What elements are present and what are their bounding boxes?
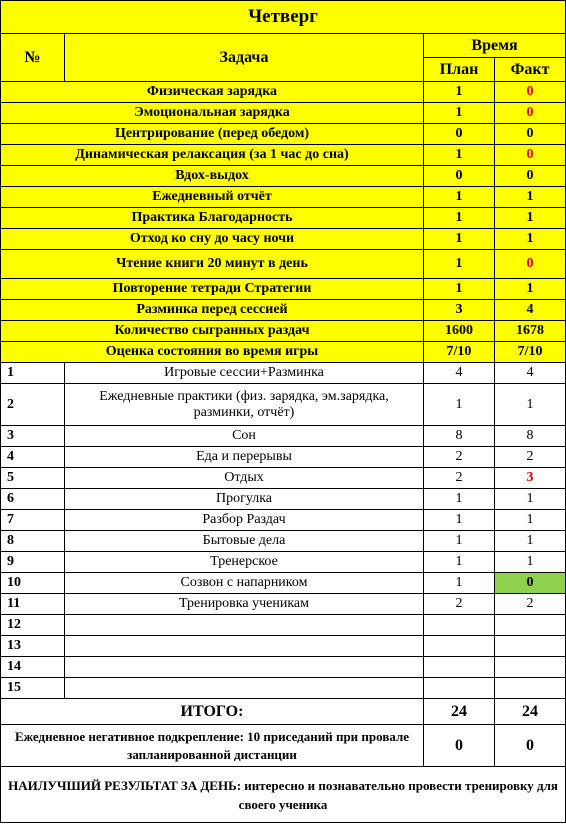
- time-row-number: 4: [1, 447, 65, 468]
- best-result-row: [1, 767, 566, 823]
- practice-row: [1, 187, 566, 208]
- practice-fact: 1: [495, 208, 566, 229]
- time-row-task: Игровые сессии+Разминка: [65, 363, 424, 384]
- time-row-plan: 2: [424, 468, 495, 489]
- practice-row: [1, 279, 566, 300]
- practice-plan: 3: [424, 300, 495, 321]
- time-row-task: Тренерское: [65, 552, 424, 573]
- practice-row: [1, 300, 566, 321]
- negative-plan: 0: [424, 725, 495, 767]
- practice-row: [1, 321, 566, 342]
- time-row: [1, 489, 566, 510]
- practice-task: Эмоциональная зарядка: [1, 103, 424, 124]
- time-row-plan: 1: [424, 531, 495, 552]
- time-row-task: Созвон с напарником: [65, 573, 424, 594]
- time-row-plan: [424, 657, 495, 678]
- practice-task: Физическая зарядка: [1, 82, 424, 103]
- time-row-plan: 1: [424, 510, 495, 531]
- time-row-task: Еда и перерывы: [65, 447, 424, 468]
- time-row-plan: [424, 636, 495, 657]
- header-fact: Факт: [495, 58, 566, 82]
- time-row-fact: [495, 615, 566, 636]
- practice-task: Отход ко сну до часу ночи: [1, 229, 424, 250]
- practice-fact: 1: [495, 229, 566, 250]
- time-row-fact: [495, 657, 566, 678]
- time-row-fact: 1: [495, 489, 566, 510]
- practice-fact: 0: [495, 250, 566, 279]
- practice-fact: 1: [495, 187, 566, 208]
- practice-fact: 0: [495, 124, 566, 145]
- practice-row: [1, 145, 566, 166]
- time-row-fact: 1: [495, 510, 566, 531]
- practice-task: Чтение книги 20 минут в день: [1, 250, 424, 279]
- time-row: [1, 531, 566, 552]
- time-row-number: 2: [1, 384, 65, 426]
- time-row-plan: 1: [424, 489, 495, 510]
- day-title: Четверг: [1, 1, 566, 34]
- time-row-task: Бытовые дела: [65, 531, 424, 552]
- time-row-plan: [424, 615, 495, 636]
- practice-plan: 1: [424, 82, 495, 103]
- practice-fact: 4: [495, 300, 566, 321]
- time-row: [1, 573, 566, 594]
- time-row-number: 6: [1, 489, 65, 510]
- time-row-number: 11: [1, 594, 65, 615]
- time-row-plan: 1: [424, 384, 495, 426]
- total-label: ИТОГО:: [1, 699, 424, 725]
- time-row-task: [65, 678, 424, 699]
- negative-label: Ежедневное негативное подкрепление: 10 приседаний при провале запланированной дистанции: [1, 725, 424, 767]
- practice-row: [1, 342, 566, 363]
- time-row-fact: 3: [495, 468, 566, 489]
- practice-plan: 1: [424, 208, 495, 229]
- time-row: [1, 615, 566, 636]
- time-row-number: 12: [1, 615, 65, 636]
- time-row-number: 13: [1, 636, 65, 657]
- practice-plan: 1600: [424, 321, 495, 342]
- practice-task: Центрирование (перед обедом): [1, 124, 424, 145]
- practice-plan: 1: [424, 145, 495, 166]
- time-row-fact: 2: [495, 594, 566, 615]
- practice-plan: 1: [424, 250, 495, 279]
- negative-fact: 0: [495, 725, 566, 767]
- time-row: [1, 384, 566, 426]
- best-result-cell: [1, 767, 566, 823]
- time-row: [1, 447, 566, 468]
- practice-fact: 0: [495, 103, 566, 124]
- total-fact: 24: [495, 699, 566, 725]
- practice-row: [1, 208, 566, 229]
- time-row: [1, 552, 566, 573]
- practice-task: Динамическая релаксация (за 1 час до сна): [1, 145, 424, 166]
- time-row-plan: 1: [424, 573, 495, 594]
- practice-row: [1, 124, 566, 145]
- practice-task: Разминка перед сессией: [1, 300, 424, 321]
- time-row: [1, 594, 566, 615]
- time-row-task: Отдых: [65, 468, 424, 489]
- total-plan: 24: [424, 699, 495, 725]
- time-row: [1, 468, 566, 489]
- header-time: Время: [424, 34, 566, 58]
- time-row-number: 10: [1, 573, 65, 594]
- time-row-fact: 8: [495, 426, 566, 447]
- time-row: [1, 678, 566, 699]
- practice-row: [1, 250, 566, 279]
- time-row-task: Прогулка: [65, 489, 424, 510]
- time-row-number: 14: [1, 657, 65, 678]
- time-row: [1, 363, 566, 384]
- practice-plan: 0: [424, 166, 495, 187]
- time-row-number: 15: [1, 678, 65, 699]
- time-row: [1, 510, 566, 531]
- time-row-task: Ежедневные практики (физ. зарядка, эм.зарядка, разминки, отчёт): [65, 384, 424, 426]
- practice-row: [1, 82, 566, 103]
- time-row-plan: 4: [424, 363, 495, 384]
- time-row-fact: 0: [495, 573, 566, 594]
- time-row-task: [65, 636, 424, 657]
- time-row-task: [65, 657, 424, 678]
- time-row-number: 8: [1, 531, 65, 552]
- practice-task: Повторение тетради Стратегии: [1, 279, 424, 300]
- practice-plan: 7/10: [424, 342, 495, 363]
- practice-task: Практика Благодарность: [1, 208, 424, 229]
- practice-fact: 0: [495, 145, 566, 166]
- practice-plan: 1: [424, 103, 495, 124]
- time-row-task: Разбор Раздач: [65, 510, 424, 531]
- practice-plan: 1: [424, 187, 495, 208]
- practice-plan: 1: [424, 229, 495, 250]
- practice-plan: 1: [424, 279, 495, 300]
- time-row-plan: [424, 678, 495, 699]
- time-row-number: 7: [1, 510, 65, 531]
- time-row-fact: 1: [495, 531, 566, 552]
- time-row-task: Тренировка ученикам: [65, 594, 424, 615]
- time-row-number: 5: [1, 468, 65, 489]
- practice-plan: 0: [424, 124, 495, 145]
- practice-fact: 1: [495, 279, 566, 300]
- practice-fact: 0: [495, 82, 566, 103]
- time-row-plan: 2: [424, 594, 495, 615]
- time-row-plan: 1: [424, 552, 495, 573]
- best-result-text: интересно и познавательно провести тренировку для своего ученика: [238, 777, 558, 812]
- time-row-plan: 8: [424, 426, 495, 447]
- time-row-fact: 2: [495, 447, 566, 468]
- time-row-plan: 2: [424, 447, 495, 468]
- time-row-fact: [495, 678, 566, 699]
- time-row-fact: 1: [495, 384, 566, 426]
- header-number: №: [1, 34, 65, 82]
- time-row: [1, 636, 566, 657]
- negative-row: [1, 725, 566, 767]
- time-row-fact: 4: [495, 363, 566, 384]
- best-result-label: НАИЛУЧШИЙ РЕЗУЛЬТАТ ЗА ДЕНЬ:: [8, 777, 242, 793]
- practice-task: Вдох-выдох: [1, 166, 424, 187]
- time-row-fact: [495, 636, 566, 657]
- practice-row: [1, 166, 566, 187]
- time-row-task: Сон: [65, 426, 424, 447]
- time-row: [1, 426, 566, 447]
- header-task: Задача: [65, 34, 424, 82]
- header-plan: План: [424, 58, 495, 82]
- practice-row: [1, 103, 566, 124]
- practice-task: Оценка состояния во время игры: [1, 342, 424, 363]
- time-row: [1, 657, 566, 678]
- practice-fact: 1678: [495, 321, 566, 342]
- practice-row: [1, 229, 566, 250]
- time-row-number: 3: [1, 426, 65, 447]
- practice-task: Количество сыгранных раздач: [1, 321, 424, 342]
- practice-fact: 0: [495, 166, 566, 187]
- time-row-number: 9: [1, 552, 65, 573]
- time-row-task: [65, 615, 424, 636]
- practice-task: Ежедневный отчёт: [1, 187, 424, 208]
- practice-fact: 7/10: [495, 342, 566, 363]
- time-row-number: 1: [1, 363, 65, 384]
- time-row-fact: 1: [495, 552, 566, 573]
- total-row: [1, 699, 566, 725]
